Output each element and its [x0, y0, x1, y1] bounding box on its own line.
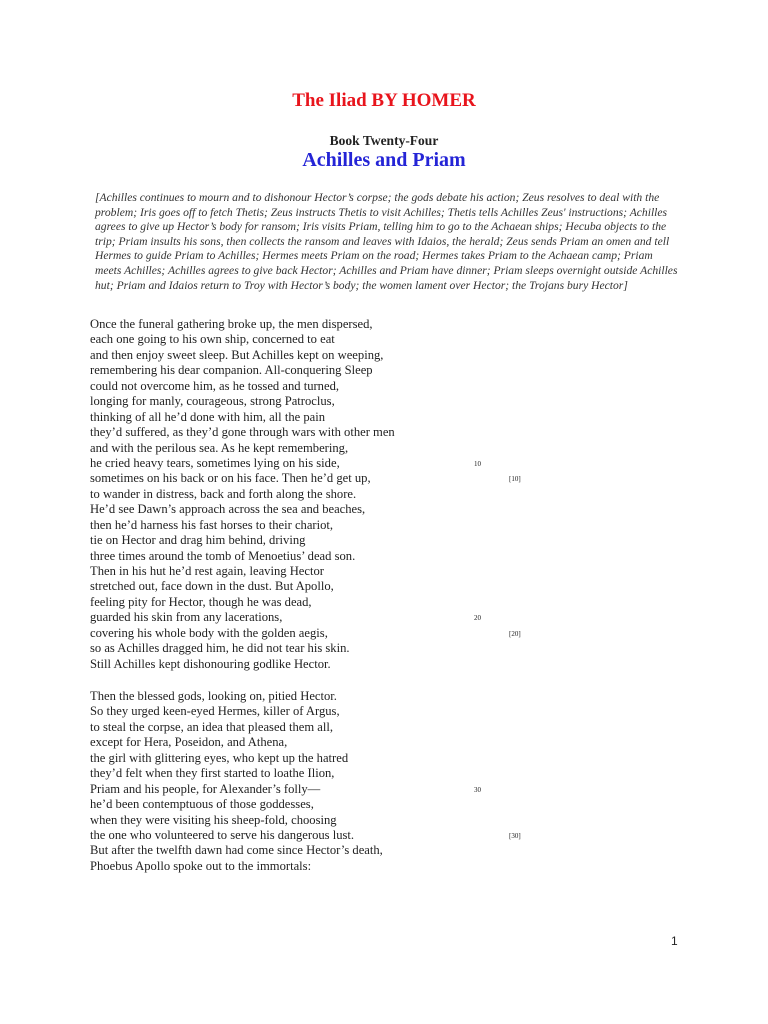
poem-line	[90, 487, 550, 502]
poem-line-text: three times around the tomb of Menoetius’ dead son.	[90, 548, 356, 563]
poem-line-text: Still Achilles kept dishonouring godlike Hector.	[90, 656, 331, 671]
poem-line	[90, 595, 550, 610]
poem-line	[90, 456, 550, 471]
poem-line-text: he’d been contemptuous of those goddesses,	[90, 797, 314, 812]
document-title: The Iliad BY HOMER	[292, 90, 476, 111]
poem-line	[90, 626, 550, 641]
poem-line-text: tie on Hector and drag him behind, driving	[90, 533, 306, 548]
poem-line	[90, 379, 550, 394]
poem-line	[90, 751, 550, 766]
poem-line-text: to wander in distress, back and forth along the shore.	[90, 486, 357, 501]
poem-line	[90, 441, 550, 456]
stanza-1	[90, 317, 550, 672]
poem-line-text: Once the funeral gathering broke up, the men dispersed,	[90, 317, 373, 331]
poem-line	[90, 425, 550, 440]
poem-line-text: remembering his dear companion. All-conquering Sleep	[90, 363, 373, 378]
poem-line-text: to steal the corpse, an idea that pleased them all,	[90, 719, 334, 734]
poem-line-text: the one who volunteered to serve his dangerous lust.	[90, 827, 355, 842]
poem-line	[90, 348, 550, 363]
poem-line	[90, 394, 550, 409]
poem-line	[90, 843, 550, 858]
line-number: 20	[474, 614, 481, 623]
poem-line	[90, 410, 550, 425]
poem-line-text: He’d see Dawn’s approach across the sea and beaches,	[90, 502, 366, 517]
poem-line	[90, 579, 550, 594]
poem-line	[90, 317, 550, 332]
poem-line	[90, 782, 550, 797]
greek-line-reference: [30]	[509, 831, 521, 840]
poem-line	[90, 766, 550, 781]
poem-line-text: guarded his skin from any lacerations,	[90, 610, 283, 625]
poem-line	[90, 797, 550, 812]
poem-line	[90, 564, 550, 579]
poem-line-text: But after the twelfth dawn had come since Hector’s death,	[90, 843, 383, 858]
poem-line	[90, 363, 550, 378]
poem-line	[90, 549, 550, 564]
poem-line-text: feeling pity for Hector, though he was dead,	[90, 594, 312, 609]
poem-line-text: they’d suffered, as they’d gone through wars with other men	[90, 425, 395, 440]
book-heading: Book Twenty-Four	[329, 133, 439, 148]
poem-line	[90, 502, 550, 517]
poem-line-text: each one going to his own ship, concerned to eat	[90, 332, 335, 347]
poem-line-text: he cried heavy tears, sometimes lying on his side,	[90, 455, 340, 470]
poem-line-text: sometimes on his back or on his face. Then he’d get up,	[90, 471, 371, 486]
poem-line	[90, 641, 550, 656]
poem-line-text: longing for manly, courageous, strong Patroclus,	[90, 394, 335, 409]
poem-line-text: stretched out, face down in the dust. But Apollo,	[90, 579, 334, 594]
page-number: 1	[671, 934, 678, 948]
poem-line	[90, 735, 550, 750]
poem-line-text: and with the perilous sea. As he kept remembering,	[90, 440, 349, 455]
poem-line-text: and then enjoy sweet sleep. But Achilles kept on weeping,	[90, 347, 384, 362]
line-number: 10	[474, 459, 481, 468]
poem-line-text: So they urged keen-eyed Hermes, killer of Argus,	[90, 704, 340, 719]
poem-line-text: when they were visiting his sheep-fold, choosing	[90, 812, 337, 827]
greek-line-reference: [10]	[509, 475, 521, 484]
poem-line-text: so as Achilles dragged him, he did not tear his skin.	[90, 641, 350, 656]
poem-line-text: thinking of all he’d done with him, all the pain	[90, 409, 326, 424]
poem-line-text: Phoebus Apollo spoke out to the immortals:	[90, 858, 312, 873]
poem-line	[90, 813, 550, 828]
poem-line	[90, 471, 550, 486]
poem-line	[90, 332, 550, 347]
poem-line	[90, 657, 550, 672]
poem-line-text: Then in his hut he’d rest again, leaving Hector	[90, 564, 324, 578]
poem-line-text: the girl with glittering eyes, who kept up the hatred	[90, 750, 349, 765]
poem-line-text: except for Hera, Poseidon, and Athena,	[90, 735, 288, 750]
poem-line	[90, 720, 550, 735]
stanza-2	[90, 689, 550, 874]
poem-line-text: Then the blessed gods, looking on, pitied Hector.	[90, 689, 337, 703]
poem-line-text: then he’d harness his fast horses to their chariot,	[90, 517, 334, 532]
poem-line	[90, 704, 550, 719]
poem-line	[90, 610, 550, 625]
poem-line	[90, 828, 550, 843]
book-summary: [Achilles continues to mourn and to dishonour Hector’s corpse; the gods debate his action; Zeus resolves to deal with the problem; Iris goes off to fetch Thetis; Zeus instructs Thetis to visit Achilles; Thetis tells Achilles Zeus' instructions; Achilles agrees to give up Hector’s body for ransom; Iris visits Priam, telling him to go to the Achaean ships; Hecuba objects to the trip; Priam insults his sons, then collects the ransom and leaves with Idaios, the herald; Zeus sends Priam an omen and tell Hermes to guide Priam to Achilles; Hermes meets Priam on the road; Hermes takes Priam to the Achaean camp; Priam meets Achilles; Achilles agrees to give back Hector; Achilles and Priam have dinner; Priam sleeps overnight outside Achilles hut; Priam and Idaios return to Troy with Hector’s body; the women lament over Hector; the Trojans bury Hector]	[95, 191, 678, 292]
poem-line	[90, 518, 550, 533]
poem-line	[90, 859, 550, 874]
book-subtitle: Achilles and Priam	[302, 149, 466, 171]
poem-line-text: they’d felt when they first started to loathe Ilion,	[90, 766, 335, 781]
poem-line	[90, 689, 550, 704]
poem-line-text: could not overcome him, as he tossed and turned,	[90, 378, 340, 393]
line-number: 30	[474, 785, 481, 794]
poem-line	[90, 533, 550, 548]
poem-line-text: covering his whole body with the golden aegis,	[90, 625, 328, 640]
poem-line-text: Priam and his people, for Alexander’s folly—	[90, 781, 321, 796]
greek-line-reference: [20]	[509, 629, 521, 638]
